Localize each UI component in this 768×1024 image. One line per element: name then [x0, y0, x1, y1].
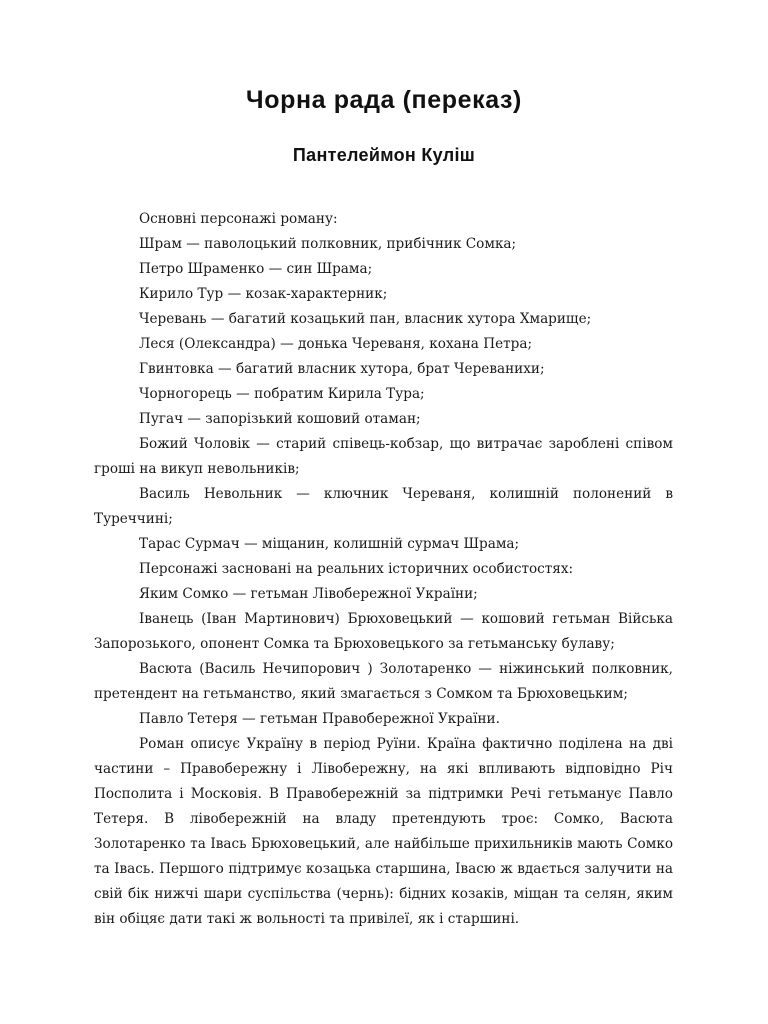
- paragraph: Петро Шраменко — син Шрама;: [139, 261, 373, 277]
- paragraph: Роман описує Україну в період Руїни. Країна фактично поділена на дві частини – Правобережну і Лівобережну, на які впливають відповідно Річ Посполита і Московія. В Правобережній за підтримки Речі гетьманує Павло Тетеря. В лівобережній на владу претендують троє: Сомко, Васюта Золотаренко та Івась Брюховецький, але найбільше прихильників мають Сомко та Івась. Першого підтримує козацька старшина, Івасю ж вдається залучити на свій бік нижчі шари суспільства (чернь): бідних козаків, міщан та селян, яким він обіцяє дати такі ж вольності та привілеї, як і старшині.: [94, 736, 673, 927]
- document-author: Пантелеймон Куліш: [292, 145, 476, 165]
- paragraph: Кирило Тур — козак-характерник;: [139, 286, 388, 302]
- paragraph: Василь Невольник — ключник Череваня, колишній полонений в Туреччині;: [94, 486, 673, 527]
- paragraph: Основні персонажі роману:: [139, 211, 338, 227]
- paragraph: Божий Чоловік — старий співець-кобзар, що витрачає зароблені співом гроші на викуп невольників;: [94, 436, 673, 477]
- paragraph: Чорногорець — побратим Кирила Тура;: [139, 386, 425, 402]
- paragraph: Шрам — паволоцький полковник, прибічник Сомка;: [139, 236, 517, 252]
- paragraph: Пугач — запорізький кошовий отаман;: [139, 411, 421, 427]
- paragraph: Павло Тетеря — гетьман Правобережної України.: [139, 711, 500, 727]
- paragraph: Черевань — багатий козацький пан, власник хутора Хмарище;: [139, 311, 592, 327]
- paragraph: Васюта (Василь Нечипорович ) Золотаренко — ніжинський полковник, претендент на гетьманство, який змагається з Сомком та Брюховецьким;: [94, 661, 673, 702]
- paragraph: Персонажі засновані на реальних історичних особистостях:: [139, 561, 574, 577]
- document-body: [94, 207, 673, 932]
- paragraph: Гвинтовка — багатий власник хутора, брат Череванихи;: [139, 361, 545, 377]
- paragraph: Леся (Олександра) — донька Череваня, кохана Петра;: [139, 336, 533, 352]
- paragraph: Яким Сомко — гетьман Лівобережної України;: [139, 586, 478, 602]
- paragraph: Тарас Сурмач — міщанин, колишній сурмач Шрама;: [139, 536, 520, 552]
- paragraph: Іванець (Іван Мартинович) Брюховецький — кошовий гетьман Війська Запорозького, опонент Сомка та Брюховецького за гетьманську булаву;: [94, 611, 673, 652]
- document-title: Чорна рада (переказ): [246, 86, 522, 114]
